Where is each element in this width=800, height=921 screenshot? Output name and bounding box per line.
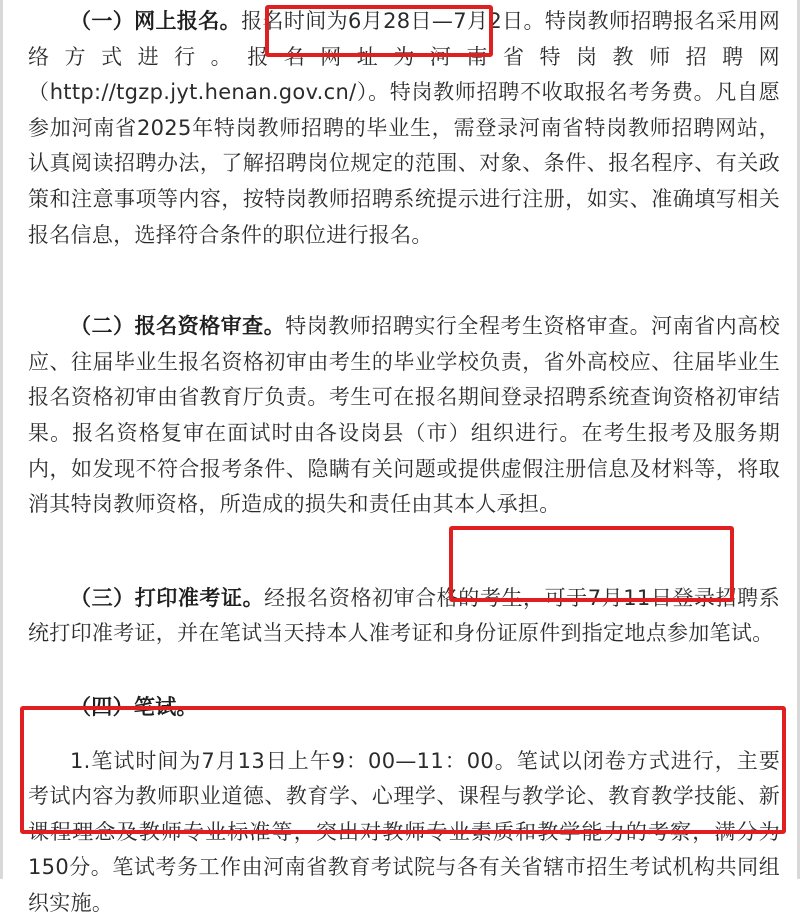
document-body (28, 4, 780, 921)
section-print-admission-ticket (28, 581, 780, 652)
section-body-online-registration: 报名时间为6月28日—7月2日。特岗教师招聘报名采用网络方式进行。报名网址为河南省特岗教师招聘网（http://tgzp.jyt.henan.gov.cn/）。特岗教师招聘不收取报名考务费。凡自愿参加河南省2025年特岗教师招聘的毕业生，需登录河南省特岗教师招聘网站，认真阅读招聘办法，了解招聘岗位规定的范围、对象、条件、报名程序、有关政策和注意事项等内容，按特岗教师招聘系统提示进行注册，如实、准确填写相关报名信息，选择符合条件的职位进行报名。 (28, 9, 780, 247)
section-written-exam (28, 690, 780, 726)
section-body-print-admission-ticket: 经报名资格初审合格的考生，可于7月11日登录招聘系统打印准考证，并在笔试当天持本人准考证和身份证原件到指定地点参加笔试。 (28, 586, 780, 646)
section-heading-written-exam: （四）笔试。 (70, 695, 198, 719)
section-qualification-review (28, 309, 780, 523)
section-heading-print-admission-ticket: （三）打印准考证。 (70, 586, 264, 610)
section-heading-online-registration: （一）网上报名。 (70, 9, 241, 33)
written-exam-item-1 (28, 744, 780, 921)
section-heading-qualification-review: （二）报名资格审查。 (70, 314, 285, 338)
written-exam-item-1-text: 1.笔试时间为7月13日上午9：00—11：00。笔试以闭卷方式进行，主要考试内容为教师职业道德、教育学、心理学、课程与教学论、教育教学技能、新课程理念及教师专业标准等，突出对教师专业素质和教学能力的考察，满分为150分。笔试考务工作由河南省教育考试院与各有关省辖市招生考试机构共同组织实施。 (28, 749, 780, 915)
section-online-registration (28, 4, 780, 253)
section-body-qualification-review: 特岗教师招聘实行全程考生资格审查。河南省内高校应、往届毕业生报名资格初审由考生的毕业学校负责，省外高校应、往届毕业生报名资格初审由省教育厅负责。考生可在报名期间登录招聘系统查询资格初审结果。报名资格复审在面试时由各设岗县（市）组织进行。在考生报考及服务期内，如发现不符合报考条件、隐瞒有关问题或提供虚假注册信息及材料等，将取消其特岗教师资格，所造成的损失和责任由其本人承担。 (28, 314, 780, 516)
left-page-border (0, 0, 3, 879)
